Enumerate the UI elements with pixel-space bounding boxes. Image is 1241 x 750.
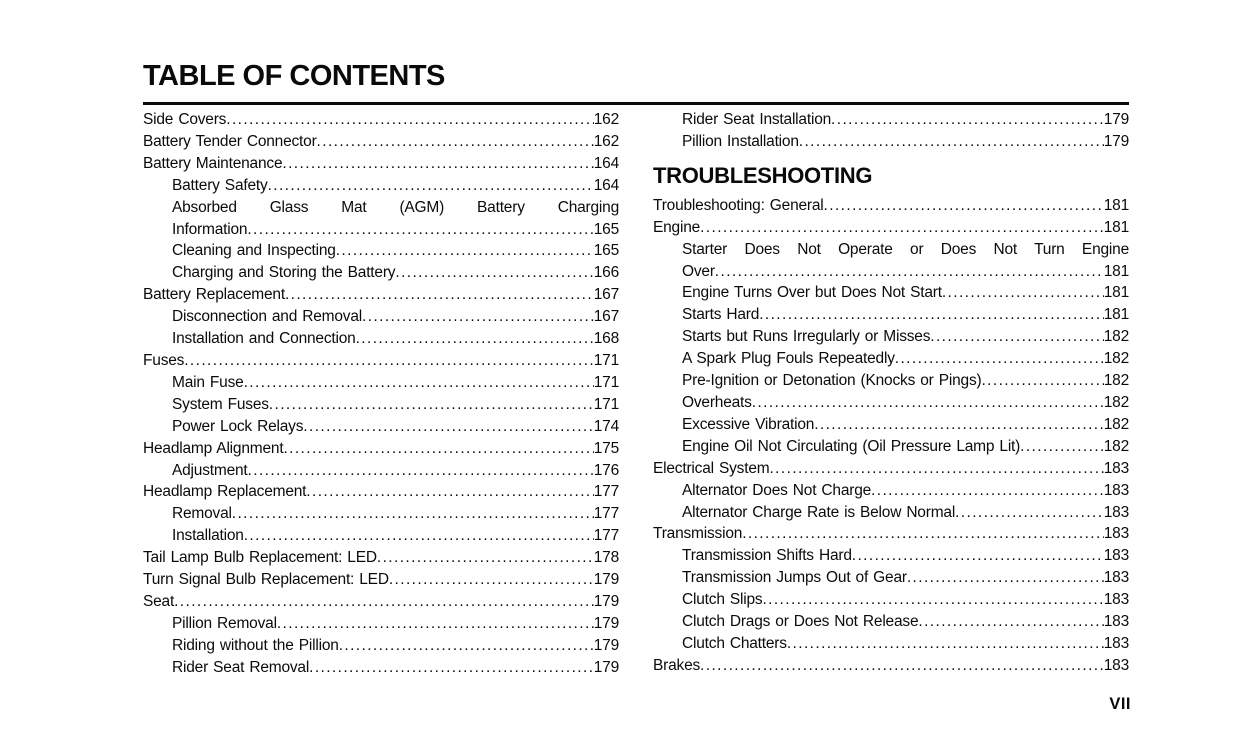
toc-entry	[653, 109, 1129, 131]
dot-leader	[244, 525, 594, 547]
dot-leader	[895, 348, 1104, 370]
toc-entry-label: Transmission	[653, 525, 743, 543]
toc-entry-page: 182	[1103, 328, 1129, 346]
toc-entry-page: 167	[593, 308, 619, 326]
folio-page-number: VII	[1109, 695, 1131, 713]
toc-entry-page: 183	[1103, 591, 1129, 609]
toc-entry-page: 177	[593, 505, 619, 523]
toc-entry	[143, 262, 619, 284]
toc-entry	[653, 480, 1129, 502]
toc-entry-label: Alternator Charge Rate is Below Normal	[682, 503, 956, 521]
dot-leader	[814, 414, 1104, 436]
dot-leader	[942, 282, 1104, 304]
toc-entry-page: 182	[1103, 415, 1129, 433]
toc-entry	[143, 394, 619, 416]
toc-entry-page: 179	[1103, 111, 1129, 128]
toc-entry-label: Power Lock Relays	[172, 417, 304, 435]
toc-entry-page: 179	[593, 636, 619, 654]
toc-entry-page: 183	[1103, 525, 1129, 543]
toc-entry-page: 183	[1103, 459, 1129, 477]
dot-leader	[244, 372, 594, 394]
toc-entry-label: Brakes	[653, 656, 701, 674]
dot-leader	[309, 657, 594, 679]
toc-entry-label: Riding without the Pillion	[172, 636, 339, 654]
dot-leader	[852, 545, 1104, 567]
dot-leader	[918, 611, 1103, 633]
toc-entry-label: Seat	[143, 592, 175, 610]
dot-leader	[930, 326, 1103, 348]
dot-leader	[907, 567, 1104, 589]
toc-entry	[143, 460, 619, 482]
dot-leader	[700, 217, 1104, 239]
toc-entry-page: 177	[593, 527, 619, 545]
toc-entry-page: 182	[1103, 372, 1129, 390]
toc-entry	[143, 613, 619, 635]
toc-entry-label: Engine Turns Over but Does Not Start	[682, 284, 942, 302]
toc-entry-page: 182	[1103, 350, 1129, 368]
toc-entry-label: Starts Hard	[682, 306, 760, 324]
toc-entry-page: 183	[1103, 481, 1129, 499]
dot-leader	[759, 304, 1104, 326]
toc-entry-label: Rider Seat Installation	[682, 111, 832, 128]
dot-leader	[831, 109, 1104, 131]
toc-entry-page: 181	[1103, 262, 1129, 280]
toc-entry-label: Battery Safety	[172, 176, 268, 194]
toc-entry-label: Turn Signal Bulb Replacement: LED	[143, 571, 389, 589]
toc-entry-label: Rider Seat Removal	[172, 658, 310, 676]
toc-entry-page: 178	[593, 549, 619, 567]
toc-entry	[653, 370, 1129, 392]
dot-leader	[184, 350, 594, 372]
toc-entry-label: Installation	[172, 527, 244, 545]
toc-entry-page: 183	[1103, 634, 1129, 652]
dot-leader	[395, 262, 593, 284]
toc-entry-page: 174	[593, 417, 619, 435]
dot-leader	[306, 481, 593, 503]
dot-leader	[377, 547, 594, 569]
toc-entry-label: Tail Lamp Bulb Replacement: LED	[143, 549, 377, 567]
toc-entry-page: 183	[1103, 613, 1129, 631]
toc-entry	[653, 458, 1129, 480]
toc-entry-label: Battery Tender Connector	[143, 132, 317, 150]
dot-leader	[317, 131, 594, 153]
dot-leader	[769, 458, 1103, 480]
toc-entry	[653, 217, 1129, 239]
toc-entry-page: 177	[593, 483, 619, 501]
toc-entry-label: Headlamp Alignment	[143, 439, 284, 457]
toc-entry-label: Headlamp Replacement	[143, 483, 307, 501]
dot-leader	[232, 503, 594, 525]
toc-entry-page: 167	[593, 286, 619, 304]
toc-entry-page: 176	[593, 461, 619, 479]
toc-entry-label: Charging and Storing the Battery	[172, 264, 396, 282]
toc-entry	[143, 481, 619, 503]
toc-entry	[143, 306, 619, 328]
toc-entry	[143, 591, 619, 613]
toc-entry	[143, 416, 619, 438]
toc-entry	[653, 414, 1129, 436]
toc-entry-label: Cleaning and Inspecting	[172, 242, 336, 260]
toc-entry	[143, 547, 619, 569]
dot-leader	[356, 328, 594, 350]
toc-entry	[653, 195, 1129, 217]
toc-entry-label: Clutch Chatters	[682, 634, 787, 652]
toc-entry-page: 183	[1103, 656, 1129, 674]
toc-entry-page: 168	[593, 330, 619, 348]
toc-entry-page: 171	[593, 395, 619, 413]
toc-entry-page: 175	[593, 439, 619, 457]
toc-entry-page: 182	[1103, 437, 1129, 455]
toc-entry-page: 166	[593, 264, 619, 282]
toc-entry-label: Starter Does Not Operate or Does Not Turn Engine	[682, 240, 1129, 258]
toc-entry	[653, 633, 1129, 655]
toc-entry-label: Battery Maintenance	[143, 154, 283, 172]
toc-entry-label: Over	[682, 262, 715, 280]
toc-entry	[143, 503, 619, 525]
toc-entry	[143, 328, 619, 350]
toc-entry	[653, 523, 1129, 545]
toc-entry-label: A Spark Plug Fouls Repeatedly	[682, 350, 895, 368]
toc-entry	[143, 175, 619, 197]
toc-entry-label: Overheats	[682, 393, 752, 411]
toc-entry	[143, 438, 619, 460]
toc-entry	[143, 131, 619, 153]
dot-leader	[282, 153, 593, 175]
toc-entry-label: Absorbed Glass Mat (AGM) Battery Charging	[172, 198, 619, 216]
toc-entry-page: 162	[593, 111, 619, 128]
toc-entry-page: 179	[593, 592, 619, 610]
toc-entry-label: Alternator Does Not Charge	[682, 481, 872, 499]
toc-entry-page: 181	[1103, 284, 1129, 302]
toc-entry-label: Adjustment	[172, 461, 248, 479]
toc-entry-label: Engine	[653, 218, 701, 236]
toc-entry-page: 183	[1103, 547, 1129, 565]
toc-column-left	[143, 109, 619, 679]
toc-entry	[143, 284, 619, 306]
toc-entry	[653, 239, 1129, 283]
toc-entry	[143, 372, 619, 394]
toc-entry-page: 179	[593, 571, 619, 589]
toc-entry-page: 162	[593, 132, 619, 150]
toc-entry	[653, 655, 1129, 677]
dot-leader	[700, 655, 1104, 677]
dot-leader	[389, 569, 594, 591]
dot-leader	[955, 502, 1104, 524]
dot-leader	[871, 480, 1104, 502]
toc-entry-page: 165	[593, 242, 619, 260]
toc-entry	[653, 589, 1129, 611]
dot-leader	[787, 633, 1104, 655]
toc-entry	[143, 635, 619, 657]
toc-entry-page: 183	[1103, 569, 1129, 587]
toc-entry-label: Removal	[172, 505, 232, 523]
toc-entry-page: 179	[593, 658, 619, 676]
toc-entry-label: Battery Replacement	[143, 286, 285, 304]
toc-entry-label: Transmission Shifts Hard	[682, 547, 852, 565]
toc-entry-label: Troubleshooting: General	[653, 196, 824, 214]
toc-entry-page: 181	[1103, 196, 1129, 214]
page-title: TABLE OF CONTENTS	[143, 60, 445, 92]
toc-entry	[143, 240, 619, 262]
toc-entry-page: 181	[1103, 306, 1129, 324]
toc-entry	[653, 545, 1129, 567]
toc-entry-label: Pre-Ignition or Detonation (Knocks or Pings)	[682, 372, 982, 390]
toc-entry-page: 164	[593, 176, 619, 194]
dot-leader	[715, 261, 1104, 283]
toc-entry	[143, 657, 619, 679]
toc-entry-label: Disconnection and Removal	[172, 308, 362, 326]
toc-entry	[653, 392, 1129, 414]
toc-entry	[653, 282, 1129, 304]
toc-entry-label: Pillion Installation	[682, 132, 799, 150]
toc-entry-label: Clutch Drags or Does Not Release	[682, 613, 919, 631]
toc-entry	[143, 525, 619, 547]
dot-leader	[269, 394, 594, 416]
toc-entry-label: Electrical System	[653, 459, 770, 477]
toc-entry-page: 183	[1103, 503, 1129, 521]
toc-entry	[653, 304, 1129, 326]
dot-leader	[277, 613, 594, 635]
dot-leader	[248, 460, 594, 482]
toc-entry	[653, 611, 1129, 633]
dot-leader	[303, 416, 593, 438]
toc-entry	[653, 326, 1129, 348]
toc-entry-page: 165	[593, 220, 619, 238]
toc-entry	[143, 350, 619, 372]
toc-entry	[653, 567, 1129, 589]
toc-entry	[653, 502, 1129, 524]
toc-entry	[653, 131, 1129, 153]
toc-entry	[653, 436, 1129, 458]
dot-leader	[762, 589, 1103, 611]
dot-leader	[339, 635, 594, 657]
toc-entry-label: Installation and Connection	[172, 330, 356, 348]
toc-entry-page: 171	[593, 351, 619, 369]
section-heading: TROUBLESHOOTING	[653, 162, 873, 188]
toc-entry	[143, 153, 619, 175]
toc-entry-label: Fuses	[143, 351, 185, 369]
toc-entry	[143, 569, 619, 591]
toc-entry-label: Engine Oil Not Circulating (Oil Pressure Lamp Lit)	[682, 437, 1021, 455]
dot-leader	[742, 523, 1104, 545]
toc-entry-label: Transmission Jumps Out of Gear	[682, 569, 907, 587]
toc-columns	[143, 109, 1129, 679]
dot-leader	[981, 370, 1103, 392]
toc-entry	[143, 109, 619, 131]
toc-entry	[143, 197, 619, 241]
dot-leader	[226, 109, 594, 131]
toc-entry-label: System Fuses	[172, 395, 269, 413]
dot-leader	[752, 392, 1104, 414]
toc-entry-label: Side Covers	[143, 111, 227, 128]
title-divider	[143, 102, 1129, 105]
dot-leader	[336, 240, 594, 262]
toc-entry	[653, 348, 1129, 370]
toc-entry-label: Pillion Removal	[172, 614, 277, 632]
dot-leader	[174, 591, 594, 613]
dot-leader	[247, 219, 593, 241]
toc-entry-page: 164	[593, 154, 619, 172]
toc-entry-label: Main Fuse	[172, 373, 244, 391]
toc-entry-label: Excessive Vibration	[682, 415, 815, 433]
dot-leader	[268, 175, 594, 197]
toc-entry-page: 182	[1103, 393, 1129, 411]
dot-leader	[283, 438, 593, 460]
toc-entry-page: 181	[1103, 218, 1129, 236]
dot-leader	[362, 306, 594, 328]
dot-leader	[285, 284, 594, 306]
toc-column-right	[653, 109, 1129, 679]
toc-entry-page: 179	[593, 614, 619, 632]
toc-entry-page: 179	[1103, 132, 1129, 150]
dot-leader	[824, 195, 1104, 217]
toc-entry-label: Clutch Slips	[682, 591, 763, 609]
toc-entry-label: Information	[172, 220, 248, 238]
toc-entry-label: Starts but Runs Irregularly or Misses	[682, 328, 931, 346]
dot-leader	[1020, 436, 1104, 458]
toc-entry-page: 171	[593, 373, 619, 391]
dot-leader	[799, 131, 1104, 153]
